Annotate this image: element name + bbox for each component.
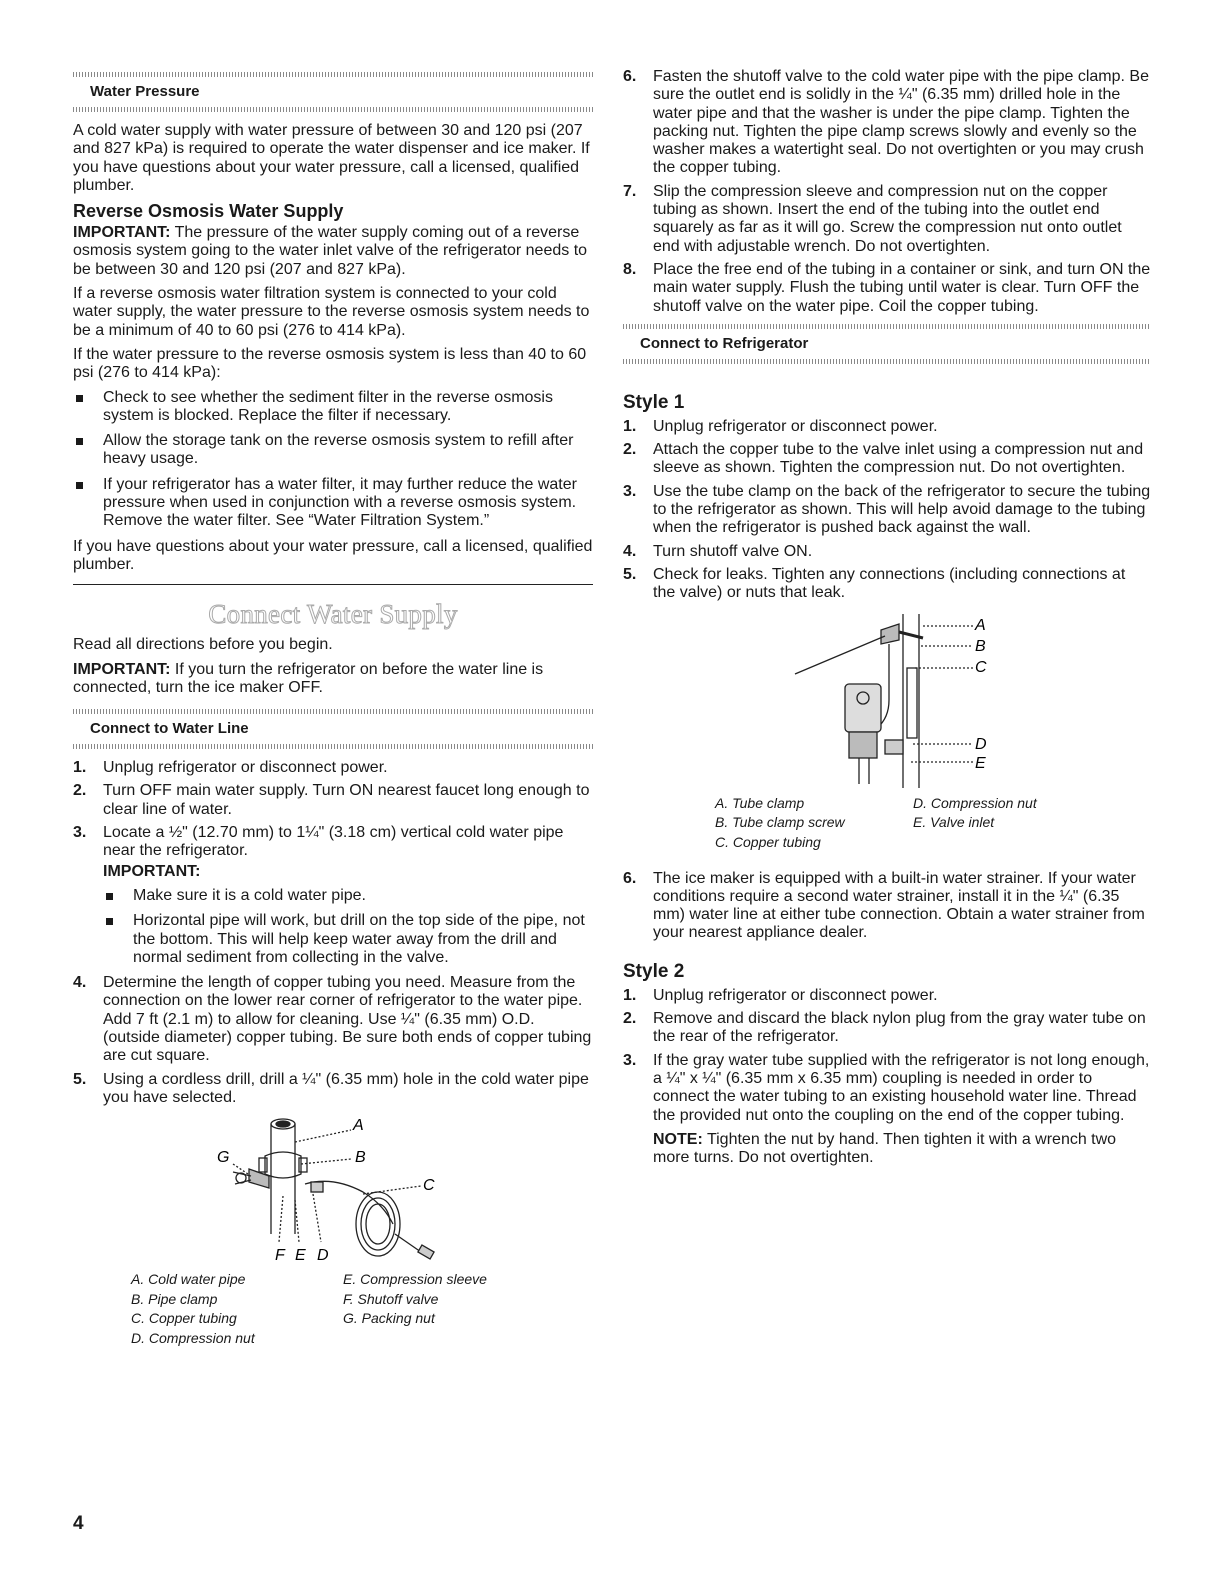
left-column bbox=[73, 72, 593, 1362]
step-item: 3. Use the tube clamp on the back of the refrigerator to secure the tubing to the refrigerator as shown. This will help avoid damage to the tubing when the refrigerator is pushed back against the wall. bbox=[623, 482, 1151, 537]
step-item: 1. Unplug refrigerator or disconnect power. bbox=[623, 986, 938, 1004]
style2-title: Style 2 bbox=[623, 960, 685, 982]
important-text: If you turn the refrigerator on before the water line is connected, turn the ice maker OFF. bbox=[73, 660, 544, 696]
step-item: 6. Fasten the shutoff valve to the cold water pipe with the pipe clamp. Be sure the outlet end is solidly in the ¼" (6.35 mm) drilled hole in the water pipe and that the washer is under the pipe clamp. Tighten the packing nut. Tighten the pipe clamp screws slowly and evenly so the washer makes a watertight seal. Do not overtighten or you may crush the copper tubing. bbox=[623, 68, 1149, 177]
connect-supply-important bbox=[73, 661, 593, 698]
step-item: 5. Check for leaks. Tighten any connections (including connections at the valve) or nuts that leak. bbox=[623, 565, 1126, 602]
style1-step6 bbox=[623, 870, 1151, 943]
step-item: 2. Attach the copper tube to the valve inlet using a compression nut and sleeve as shown. Tighten the compression nut. Do not overtighten. bbox=[623, 441, 1144, 477]
step-item: 6. The ice maker is equipped with a built-in water strainer. If your water conditions require a second water strainer, install it in the ¼" (6.35 mm) water line at either tube connection. Obtain a water strainer from your nearest appliance dealer. bbox=[623, 869, 1145, 942]
section-divider bbox=[73, 107, 593, 112]
reverse-osmosis-paragraph: If a reverse osmosis water filtration system is connected to your cold water supply, the water pressure to the reverse osmosis system needs to be a minimum of 40 to 60 psi (276 to 414 kPa). bbox=[73, 285, 590, 339]
step-item: 2. Turn OFF main water supply. Turn ON nearest faucet long enough to clear line of water. bbox=[73, 782, 590, 818]
page-number: 4 bbox=[73, 1513, 84, 1534]
list-item: Allow the storage tank on the reverse osmosis system to refill after heavy usage. bbox=[73, 432, 593, 469]
section-divider bbox=[73, 709, 593, 714]
bullet-square-icon bbox=[76, 395, 83, 402]
step-item: 7. Slip the compression sleeve and compression nut on the copper tubing as shown. Insert the end of the tubing into the outlet end squarely as far as it will go. Screw the compression nut onto outlet end with adjustable wrench. Do not overtighten. bbox=[623, 182, 1122, 255]
step-item: 5. Using a cordless drill, drill a ¼" (6.35 mm) hole in the cold water pipe you have selected. bbox=[73, 1070, 589, 1106]
step3-important-label: IMPORTANT: bbox=[103, 862, 201, 880]
tube-clamp-illustration bbox=[623, 608, 1151, 793]
connect-water-line-heading: Connect to Water Line bbox=[90, 720, 249, 738]
bullet-square-icon bbox=[76, 482, 83, 489]
fig-label-b: B bbox=[975, 637, 986, 655]
note-label: NOTE: bbox=[653, 1130, 703, 1148]
water-pressure-heading: Water Pressure bbox=[90, 83, 200, 100]
list-item: Check to see whether the sediment filter in the reverse osmosis system is blocked. Replace the filter if necessary. bbox=[73, 389, 593, 426]
step-item: 1. Unplug refrigerator or disconnect power. bbox=[623, 417, 938, 435]
step3-bullets bbox=[103, 887, 593, 967]
fig-label-e: E bbox=[975, 754, 986, 772]
style2-steps bbox=[623, 987, 1151, 1168]
step-item: 1. Unplug refrigerator or disconnect power. bbox=[73, 759, 388, 777]
style1-steps bbox=[623, 418, 1151, 603]
step-item: 3. If the gray water tube supplied with the refrigerator is not long enough, a ¼" x ¼" (6.35 mm x 6.35 mm) coupling is needed in order to connect the water tubing to an existing household water line. Thread the provided nut onto the coupling on the end of the copper tubing. NOTE: Tighten the nut by hand. Then tighten it with a wrench two more turns. Do not overtighten. bbox=[623, 1051, 1150, 1167]
fig-label-a: A bbox=[353, 1117, 364, 1135]
style1-title: Style 1 bbox=[623, 391, 685, 413]
fig-label-g: G bbox=[217, 1149, 230, 1167]
figure-caption-right: E. Compression sleeve F. Shutoff valve G. Packing nut bbox=[343, 1271, 487, 1327]
right-column bbox=[623, 68, 1151, 1173]
reverse-osmosis-important bbox=[73, 224, 593, 279]
figure-caption-right: D. Compression nut E. Valve inlet bbox=[913, 794, 1037, 831]
bullet-square-icon bbox=[76, 438, 83, 445]
important-text: The pressure of the water supply coming out of a reverse osmosis system going to the water inlet valve of the refrigerator needs to be between 30 and 120 psi (207 and 827 kPa). bbox=[73, 224, 588, 278]
fig-label-c: C bbox=[423, 1177, 435, 1195]
reverse-osmosis-heading: Reverse Osmosis Water Supply bbox=[73, 201, 344, 222]
reverse-osmosis-paragraph: If you have questions about your water pressure, call a licensed, qualified plumber. bbox=[73, 537, 593, 573]
important-label: IMPORTANT: bbox=[73, 224, 171, 242]
step-item: 8. Place the free end of the tubing in a container or sink, and turn ON the main water supply. Flush the tubing until water is clear. Turn OFF the shutoff valve on the water pipe. Coil the copper tubing. bbox=[623, 260, 1151, 315]
note-text: Tighten the nut by hand. Then tighten it with a wrench two more turns. Do not overtighten. bbox=[653, 1130, 1117, 1167]
step-item: 3. Locate a ½" (12.70 mm) to 1¼" (3.18 cm) vertical cold water pipe near the refrigerator. IMPORTANT: Make sure it is a cold water pipe. Horizontal pipe will work, but drill on the top side of the pipe, not the bottom. This will help keep water away from the drill and normal sediment from collecting in the valve. bbox=[73, 824, 593, 967]
water-line-steps bbox=[73, 759, 593, 1107]
fig-label-f: F bbox=[275, 1247, 285, 1265]
bullet-square-icon bbox=[106, 918, 113, 925]
important-label: IMPORTANT: bbox=[73, 660, 171, 678]
fig-label-e: E bbox=[295, 1247, 306, 1265]
fig-label-d: D bbox=[975, 735, 987, 753]
shutoff-valve-illustration bbox=[73, 1114, 593, 1274]
reverse-osmosis-bullets bbox=[73, 389, 593, 531]
fig-label-d: D bbox=[317, 1247, 329, 1265]
shutoff-valve-figure bbox=[73, 1112, 593, 1362]
fig-label-b: B bbox=[355, 1149, 366, 1167]
step-item: 4. Turn shutoff valve ON. bbox=[623, 542, 813, 560]
reverse-osmosis-paragraph: If the water pressure to the reverse osmosis system is less than 40 to 60 psi (276 to 414 kPa): bbox=[73, 345, 587, 382]
list-item: If your refrigerator has a water filter, it may further reduce the water pressure when used in conjunction with a reverse osmosis system. Remove the water filter. See “Water Filtration System.” bbox=[73, 476, 593, 531]
water-line-steps-continued bbox=[623, 68, 1151, 316]
bullet-square-icon bbox=[106, 893, 113, 900]
figure-caption-left: A. Tube clamp B. Tube clamp screw C. Copper tubing bbox=[715, 794, 845, 850]
section-divider bbox=[73, 744, 593, 749]
section-rule bbox=[73, 584, 593, 585]
section-divider bbox=[623, 324, 1151, 329]
read-directions: Read all directions before you begin. bbox=[73, 636, 333, 654]
list-item: Make sure it is a cold water pipe. bbox=[103, 887, 593, 905]
step-item: 4. Determine the length of copper tubing you need. Measure from the connection on the lower rear corner of refrigerator to the water pipe. Add 7 ft (2.1 m) to allow for cleaning. Use ¼" (6.35 mm) O.D. (outside diameter) copper tubing. Be sure both ends of copper tubing are cut square. bbox=[73, 974, 592, 1065]
water-pressure-paragraph: A cold water supply with water pressure of between 30 and 120 psi (207 and 827 kPa) is required to operate the water dispenser and ice maker. If you have questions about your water pressure, call a licensed, qualified plumber. bbox=[73, 122, 590, 194]
figure-caption-left: A. Cold water pipe B. Pipe clamp C. Copper tubing D. Compression nut bbox=[131, 1271, 255, 1346]
connect-water-supply-title: Connect Water Supply bbox=[208, 599, 458, 630]
section-divider bbox=[623, 359, 1151, 364]
style2-note bbox=[653, 1131, 1151, 1168]
fig-label-c: C bbox=[975, 658, 987, 676]
list-item: Horizontal pipe will work, but drill on the top side of the pipe, not the bottom. This will help keep water away from the drill and normal sediment from collecting in the valve. bbox=[103, 912, 593, 967]
tube-clamp-figure bbox=[623, 608, 1151, 870]
section-divider bbox=[73, 72, 593, 77]
fig-label-a: A bbox=[975, 616, 986, 634]
step-item: 2. Remove and discard the black nylon plug from the gray water tube on the rear of the refrigerator. bbox=[623, 1010, 1146, 1046]
connect-refrigerator-heading: Connect to Refrigerator bbox=[640, 334, 809, 352]
